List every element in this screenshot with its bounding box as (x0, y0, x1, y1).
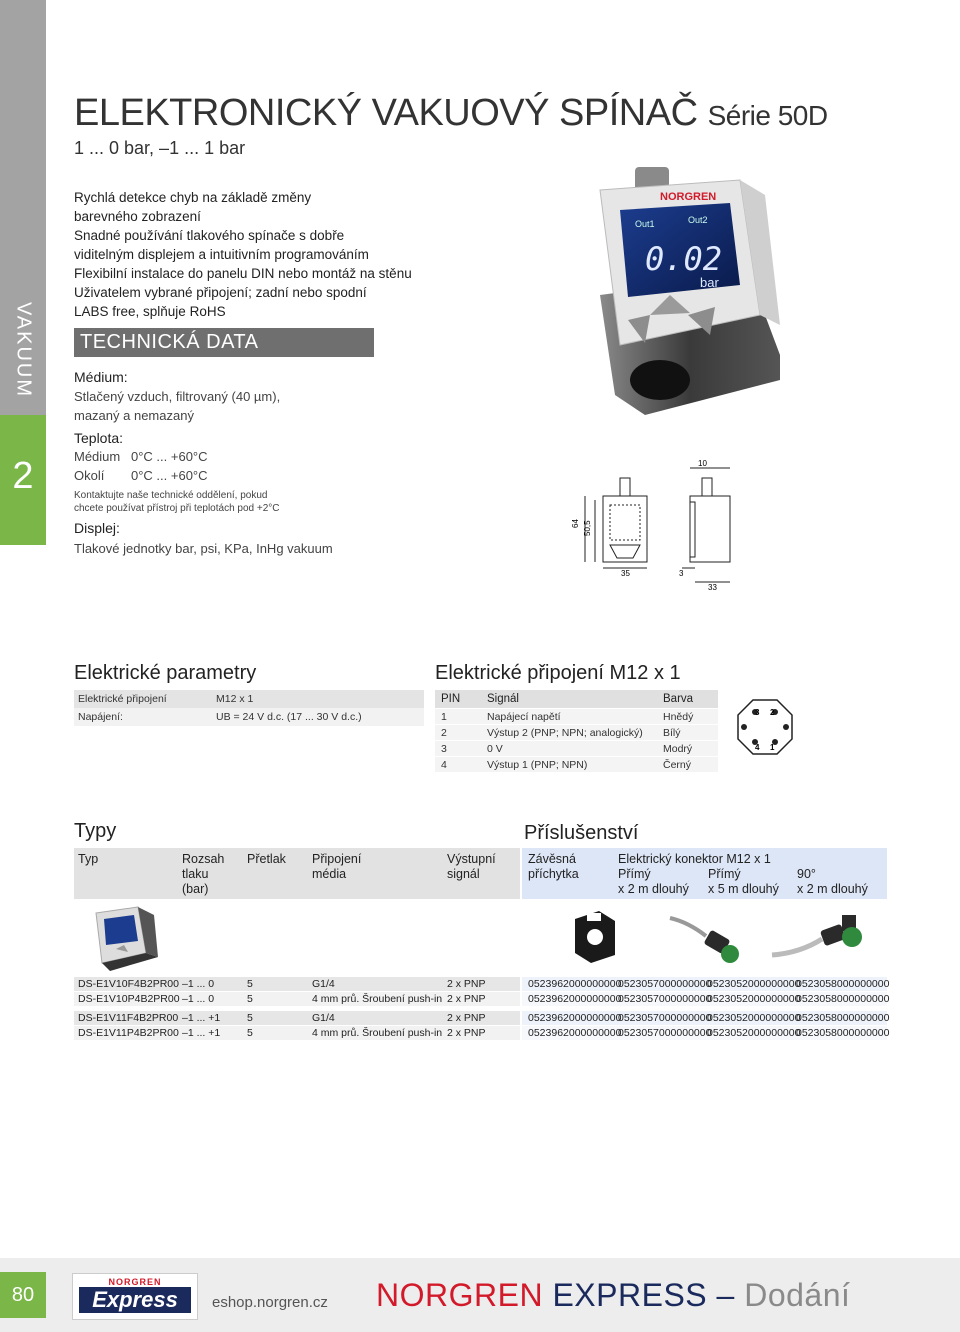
temp-ambient-value: 0°C ... +60°C (131, 468, 208, 483)
temperature-label: Teplota: (74, 430, 124, 446)
temp-medium-value: 0°C ... +60°C (131, 449, 208, 464)
feature-line: Flexibilní instalace do panelu DIN nebo montáž na stěnu (74, 266, 412, 281)
tech-data-heading: TECHNICKÁ DATA (74, 328, 374, 357)
page-number: 80 (0, 1272, 46, 1318)
out1-label: Out1 (635, 219, 655, 229)
dimension-drawing (565, 450, 765, 600)
feature-line: Uživatelem vybrané připojení; zadní nebo spodní (74, 285, 367, 300)
pin-label: 1 (770, 743, 775, 752)
feature-line: viditelným displejem a intuitivním programováním (74, 247, 369, 262)
feature-line: Rychlá detekce chyb na základě změny (74, 190, 312, 205)
dim-50-5: 50,5 (583, 520, 592, 536)
table-row: DS-E1V11P4B2PR00 –1 ... +1 5 4 mm prů. Šroubení push-in 2 x PNP 0523962000000000 0523057000000000 0523052000000000 0523058000000000 (78, 1027, 890, 1039)
logo-brand: NORGREN (108, 1277, 162, 1287)
eshop-link[interactable]: eshop.norgren.cz (212, 1294, 328, 1311)
table-header: PIN Signál Barva (435, 690, 718, 709)
dim-64: 64 (571, 519, 580, 528)
feature-list (74, 188, 434, 321)
typy-heading: Typy (74, 820, 117, 842)
table-row: DS-E1V10F4B2PR00 –1 ... 0 5 G1/4 2 x PNP 0523962000000000 0523057000000000 0523052000000000 0523058000000000 (78, 978, 890, 990)
temp-note: chcete používat přístroj při teplotách pod +2°C (74, 503, 280, 514)
front-view-buttons (610, 545, 640, 558)
elec-params-table (74, 690, 424, 726)
temp-ambient-name: Okolí (74, 468, 105, 483)
product-photo (540, 165, 800, 430)
dim-10: 10 (698, 459, 707, 468)
side-view-front (690, 502, 695, 557)
medium-label: Médium: (74, 369, 128, 385)
typy-header-row: Typ Rozsah tlaku (bar) Přetlak Připojení média Výstupní signál (74, 848, 520, 899)
pin-label: 3 (755, 708, 760, 717)
logo-word: Express (79, 1287, 191, 1313)
side-tab-label: VAKUUM (12, 301, 35, 399)
table-row: Napájení: UB = 24 V d.c. (17 ... 30 V d.c.) (74, 708, 424, 726)
norgren-express-logo[interactable] (72, 1273, 198, 1320)
elec-params-heading: Elektrické parametry (74, 662, 257, 684)
port-hole (630, 360, 690, 400)
table-row: DS-E1V11F4B2PR00 –1 ... +1 5 G1/4 2 x PNP 0523962000000000 0523057000000000 0523052000000000 0523058000000000 (78, 1012, 890, 1024)
elec-conn-heading: Elektrické připojení M12 x 1 (435, 662, 681, 684)
table-row: 2 Výstup 2 (PNP; NPN; analogický) Bílý (435, 725, 718, 741)
footer-slogan: NORGREN EXPRESS – Dodání (376, 1277, 851, 1313)
temp-medium-name: Médium (74, 449, 121, 464)
front-view-display (610, 505, 640, 540)
dim-33: 33 (708, 583, 717, 592)
accessories-heading: Příslušenství (524, 822, 639, 844)
table-row: DS-E1V10P4B2PR00 –1 ... 0 5 4 mm prů. Šroubení push-in 2 x PNP 0523962000000000 0523057000000000 0523052000000000 0523058000000000 (78, 993, 890, 1005)
pressure-range-subtitle: 1 ... 0 bar, –1 ... 1 bar (74, 138, 246, 158)
side-view-body (690, 496, 730, 562)
table-row: 4 Výstup 1 (PNP; NPN) Černý (435, 757, 718, 773)
medium-value: Stlačený vzduch, filtrovaný (40 µm), (74, 389, 281, 404)
feature-line: barevného zobrazení (74, 209, 201, 224)
medium-value: mazaný a nemazaný (74, 408, 194, 423)
page-title: ELEKTRONICKÝ VAKUOVÝ SPÍNAČ Série 50D (74, 92, 828, 134)
dim-3: 3 (679, 569, 684, 578)
pin-label: 2 (770, 708, 775, 717)
table-row: Elektrické připojení M12 x 1 (74, 690, 424, 708)
series-label: Série 50D (707, 100, 828, 131)
chapter-number: 2 (12, 455, 34, 497)
feature-line: Snadné používání tlakového spínače s dobře (74, 228, 345, 243)
brand-label: NORGREN (660, 191, 717, 203)
display-value: Tlakové jednotky bar, psi, KPa, InHg vakuum (74, 541, 333, 556)
feature-line: LABS free, splňuje RoHS (74, 304, 226, 319)
table-row: 1 Napájecí napětí Hnědý (435, 709, 718, 725)
front-connector (620, 478, 630, 496)
connector-straight-thumbnail (668, 908, 748, 968)
accessories-header-row: Závěsná příchytka Elektrický konektor M12 x 1 Přímý x 2 m dlouhý Přímý x 5 m dlouhý 90° x 2 m dlouhý (522, 848, 887, 899)
temp-note: Kontaktujte naše technické oddělení, pokud (74, 490, 268, 501)
product-thumbnail (88, 905, 160, 973)
table-row: 3 0 V Modrý (435, 741, 718, 757)
display-label: Displej: (74, 520, 120, 536)
screen-unit: bar (700, 275, 719, 290)
m12-pin-diagram (736, 698, 794, 756)
out2-label: Out2 (688, 215, 708, 225)
connector-angled-thumbnail (770, 905, 870, 971)
dim-35: 35 (621, 569, 630, 578)
side-connector (702, 478, 712, 496)
pin-label: 4 (755, 743, 760, 752)
screen-value: 0.02 (645, 240, 723, 278)
elec-conn-table (435, 690, 718, 772)
bracket-thumbnail (567, 905, 627, 965)
